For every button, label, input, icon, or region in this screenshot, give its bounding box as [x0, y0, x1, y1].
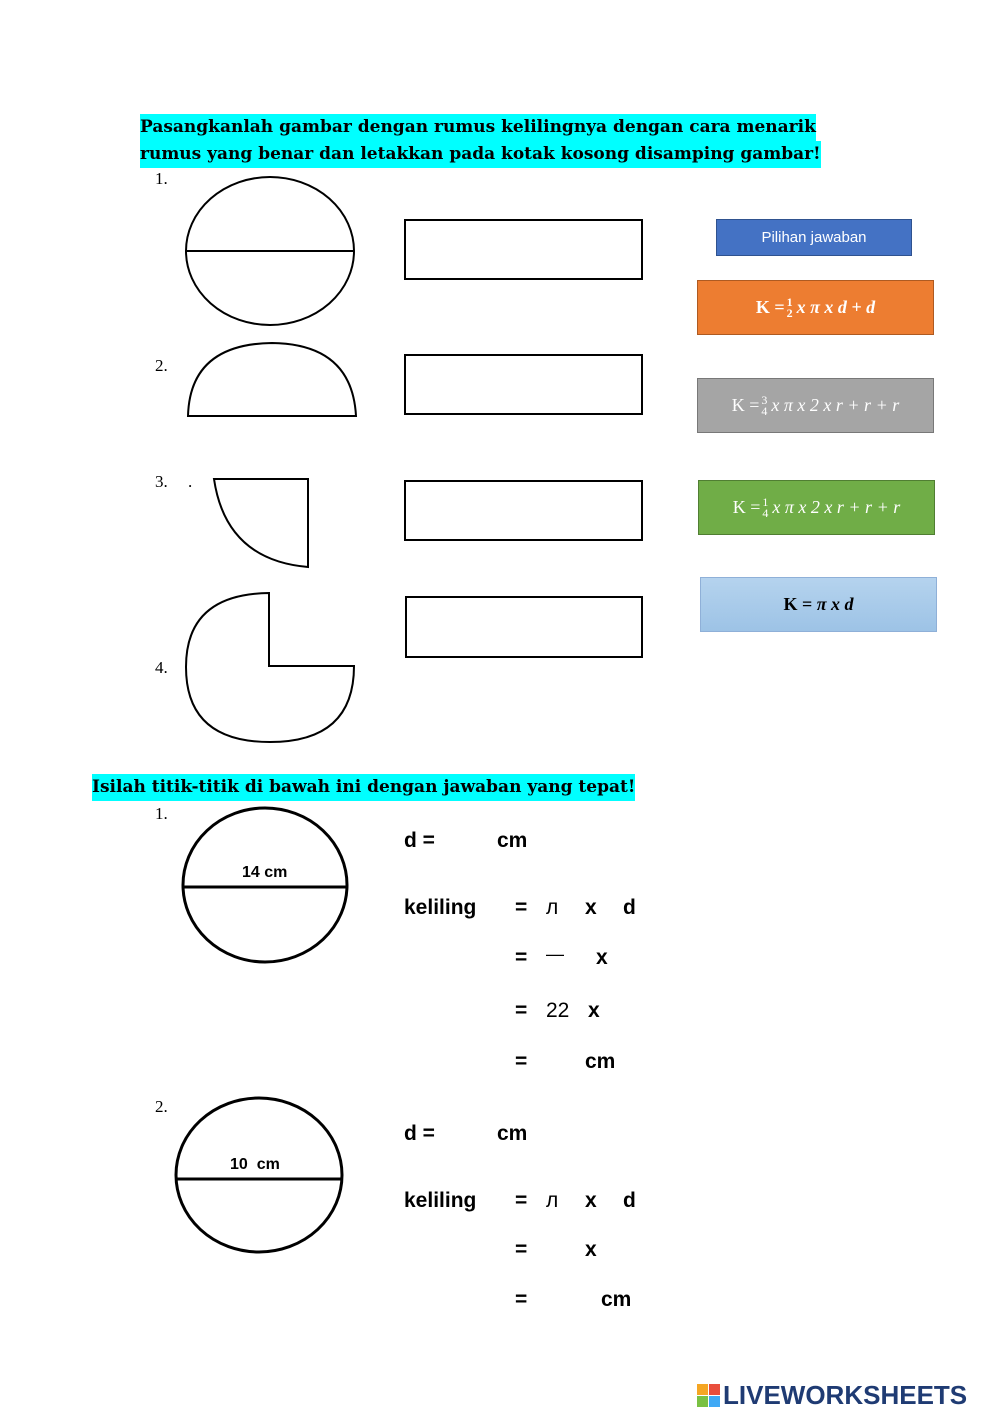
choice-1-den: 2 [786, 305, 793, 320]
p1-row3-eq: = [515, 999, 528, 1022]
item-number-1: 1. [155, 169, 168, 188]
choice-3-prefix: K = [732, 497, 761, 517]
choice-1-prefix: K = [755, 297, 785, 317]
p2-row1-x: x [585, 1189, 597, 1212]
p1-row3-blank[interactable] [612, 999, 652, 1023]
item-number-3: 3. [155, 472, 168, 491]
d-blank-1[interactable] [455, 830, 491, 854]
p1-row2-eq: = [515, 946, 528, 969]
choice-1-rest: x π x d + d [796, 297, 876, 317]
choices-header: Pilihan jawaban [716, 219, 912, 256]
p2-row1-pi: л [546, 1189, 559, 1212]
p1-row2-fraction-bar: — [546, 944, 564, 964]
d-unit-1: cm [497, 829, 528, 852]
choice-1-num: 1 [786, 294, 793, 309]
p2-row2-eq: = [515, 1238, 528, 1261]
item-number-4: 4. [155, 658, 168, 677]
p1-fraction-num-blank[interactable] [548, 930, 570, 944]
choice-3-num: 1 [762, 494, 769, 509]
p2-row3-cm: cm [601, 1288, 632, 1311]
p1-row2-blank[interactable] [620, 946, 660, 970]
brand-name: LIVEWORKSHEETS [723, 1380, 968, 1410]
d-blank-2[interactable] [455, 1122, 491, 1146]
p1-row3-x: x [588, 999, 600, 1022]
p2-row2-blank-a[interactable] [540, 1238, 580, 1262]
p1-row4-eq: = [515, 1050, 528, 1073]
d-label-1: d = [404, 829, 435, 852]
p1-row1-eq: = [515, 896, 528, 919]
p1-row4-cm: cm [585, 1050, 616, 1073]
choice-3-den: 4 [762, 505, 769, 520]
p2-row1-d: d [623, 1189, 636, 1212]
choice-3-rest: x π x 2 x r + r + r [772, 497, 901, 517]
p2-row2-x: x [585, 1238, 597, 1261]
p2-row3-eq: = [515, 1288, 528, 1311]
keliling-label-1: keliling [404, 896, 477, 919]
p1-fraction-den-blank[interactable] [548, 962, 570, 976]
choice-2-num: 3 [761, 392, 768, 407]
lw-logo-icon [697, 1384, 720, 1407]
choice-2-prefix: K = [731, 395, 760, 415]
problem-number-1: 1. [155, 804, 168, 823]
p1-row2-x: x [596, 946, 608, 969]
p2-row2-blank-b[interactable] [610, 1238, 650, 1262]
instruction-line-2: rumus yang benar dan letakkan pada kotak kosong disamping gambar! [140, 141, 821, 168]
d-unit-2: cm [497, 1122, 528, 1145]
p2-result-blank[interactable] [545, 1288, 593, 1312]
diameter-label-1: 14 cm [242, 864, 288, 881]
liveworksheets-logo [697, 1380, 967, 1411]
choice-2-rest: x π x 2 x r + r + r [771, 395, 900, 415]
choice-4-prefix: K = [783, 594, 813, 614]
p1-row1-x: x [585, 896, 597, 919]
p1-row3-22: 22 [546, 999, 570, 1022]
d-label-2: d = [404, 1122, 435, 1145]
instruction-line-1: Pasangkanlah gambar dengan rumus kelilingnya dengan cara menarik [140, 114, 816, 141]
p2-row1-eq: = [515, 1189, 528, 1212]
p1-row1-pi: л [546, 896, 559, 919]
choice-4-rest: π x d [816, 594, 854, 614]
circle-problem-2 [176, 1098, 342, 1252]
p1-result-blank[interactable] [540, 1050, 580, 1074]
keliling-label-2: keliling [404, 1189, 477, 1212]
choice-2-den: 4 [761, 403, 768, 418]
p1-row1-d: d [623, 896, 636, 919]
instruction-fill-in: Isilah titik-titik di bawah ini dengan jawaban yang tepat! [92, 774, 635, 801]
circle-problem-1 [183, 808, 347, 962]
problem-number-2: 2. [155, 1097, 168, 1116]
item-number-3-dot: . [188, 472, 193, 491]
item-number-2: 2. [155, 356, 168, 375]
diameter-label-2: 10 cm [230, 1156, 280, 1173]
